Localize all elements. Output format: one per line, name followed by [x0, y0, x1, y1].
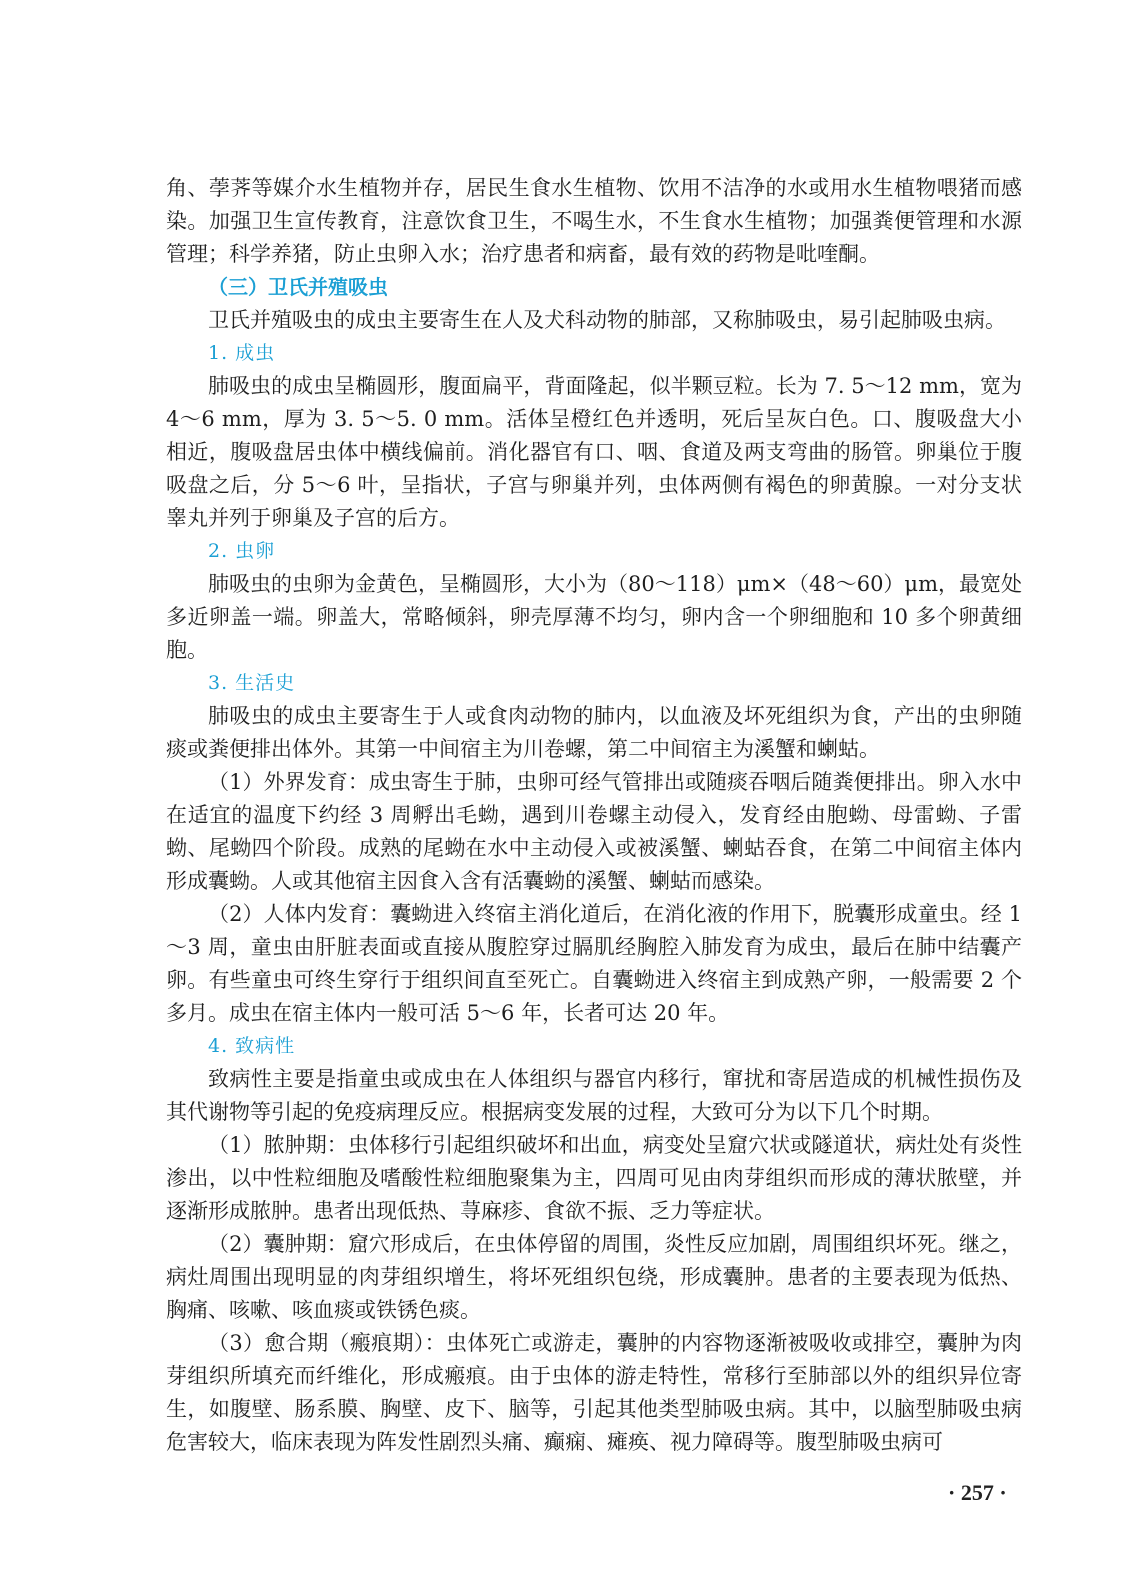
subheading-egg: 2. 虫卵 [208, 540, 276, 562]
paragraph-external-development: （1）外界发育：成虫寄生于肺，虫卵可经气管排出或随痰吞咽后随粪便排出。卵入水中在适宜的温度下约经 3 周孵出毛蚴，遇到川卷螺主动侵入，发育经由胞蚴、母雷蚴、子雷蚴、尾蚴四个阶段。成熟的尾蚴在水中主动侵入或被溪蟹、蝲蛄吞食，在第二中间宿主体内形成囊蚴。人或其他宿主因食入含有活囊蚴的溪蟹、蝲蛄而感染。 [166, 770, 1022, 893]
document-body [166, 172, 1022, 1459]
subheading-pathogenicity: 4. 致病性 [208, 1035, 296, 1057]
page-number: · 257 · [948, 1480, 1007, 1505]
paragraph-adult: 肺吸虫的成虫呈椭圆形，腹面扁平，背面隆起，似半颗豆粒。长为 7. 5～12 mm，宽为 4～6 mm，厚为 3. 5～5. 0 mm。活体呈橙红色并透明，死后呈灰白色。口、腹吸盘大小相近，腹吸盘居虫体中横线偏前。消化器官有口、咽、食道及两支弯曲的肠管。卵巢位于腹吸盘之后，分 5～6 叶，呈指状，子宫与卵巢并列，虫体两侧有褐色的卵黄腺。一对分支状睾丸并列于卵巢及子宫的后方。 [166, 374, 1022, 530]
paragraph-abscess-stage: （1）脓肿期：虫体移行引起组织破坏和出血，病变处呈窟穴状或隧道状，病灶处有炎性渗出，以中性粒细胞及嗜酸性粒细胞聚集为主，四周可见由肉芽组织而形成的薄状脓壁，并逐渐形成脓肿。患者出现低热、荨麻疹、食欲不振、乏力等症状。 [166, 1133, 1022, 1223]
paragraph-life-cycle: 肺吸虫的成虫主要寄生于人或食肉动物的肺内，以血液及坏死组织为食，产出的虫卵随痰或粪便排出体外。其第一中间宿主为川卷螺，第二中间宿主为溪蟹和蝲蛄。 [166, 704, 1022, 761]
paragraph-healing-stage: （3）愈合期（瘢痕期）：虫体死亡或游走，囊肿的内容物逐渐被吸收或排空，囊肿为肉芽组织所填充而纤维化，形成瘢痕。由于虫体的游走特性，常移行至肺部以外的组织异位寄生，如腹壁、肠系膜、胸壁、皮下、脑等，引起其他类型肺吸虫病。其中，以脑型肺吸虫病危害较大，临床表现为阵发性剧烈头痛、癫痫、瘫痪、视力障碍等。腹型肺吸虫病可 [166, 1331, 1022, 1454]
paragraph-continuation: 角、荸荠等媒介水生植物并存，居民生食水生植物、饮用不洁净的水或用水生植物喂猪而感染。加强卫生宣传教育，注意饮食卫生，不喝生水，不生食水生植物；加强粪便管理和水源管理；科学养猪，防止虫卵入水；治疗患者和病畜，最有效的药物是吡喹酮。 [166, 176, 1022, 266]
subheading-life-cycle: 3. 生活史 [208, 672, 296, 694]
paragraph-intro: 卫氏并殖吸虫的成虫主要寄生在人及犬科动物的肺部，又称肺吸虫，易引起肺吸虫病。 [208, 308, 1006, 332]
paragraph-egg: 肺吸虫的虫卵为金黄色，呈椭圆形，大小为（80～118）μm×（48～60）μm，最宽处多近卵盖一端。卵盖大，常略倾斜，卵壳厚薄不均匀，卵内含一个卵细胞和 10 多个卵黄细胞。 [166, 572, 1022, 662]
subheading-adult: 1. 成虫 [208, 342, 276, 364]
section-heading: （三）卫氏并殖吸虫 [208, 275, 388, 299]
paragraph-pathogenicity: 致病性主要是指童虫或成虫在人体组织与器官内移行，窜扰和寄居造成的机械性损伤及其代谢物等引起的免疫病理反应。根据病变发展的过程，大致可分为以下几个时期。 [166, 1067, 1022, 1124]
paragraph-internal-development: （2）人体内发育：囊蚴进入终宿主消化道后，在消化液的作用下，脱囊形成童虫。经 1～3 周，童虫由肝脏表面或直接从腹腔穿过膈肌经胸腔入肺发育为成虫，最后在肺中结囊产卵。有些童虫可终生穿行于组织间直至死亡。自囊蚴进入终宿主到成熟产卵，一般需要 2 个多月。成虫在宿主体内一般可活 5～6 年，长者可达 20 年。 [166, 902, 1022, 1025]
paragraph-cyst-stage: （2）囊肿期：窟穴形成后，在虫体停留的周围，炎性反应加剧，周围组织坏死。继之，病灶周围出现明显的肉芽组织增生，将坏死组织包绕，形成囊肿。患者的主要表现为低热、胸痛、咳嗽、咳血痰或铁锈色痰。 [166, 1232, 1022, 1322]
